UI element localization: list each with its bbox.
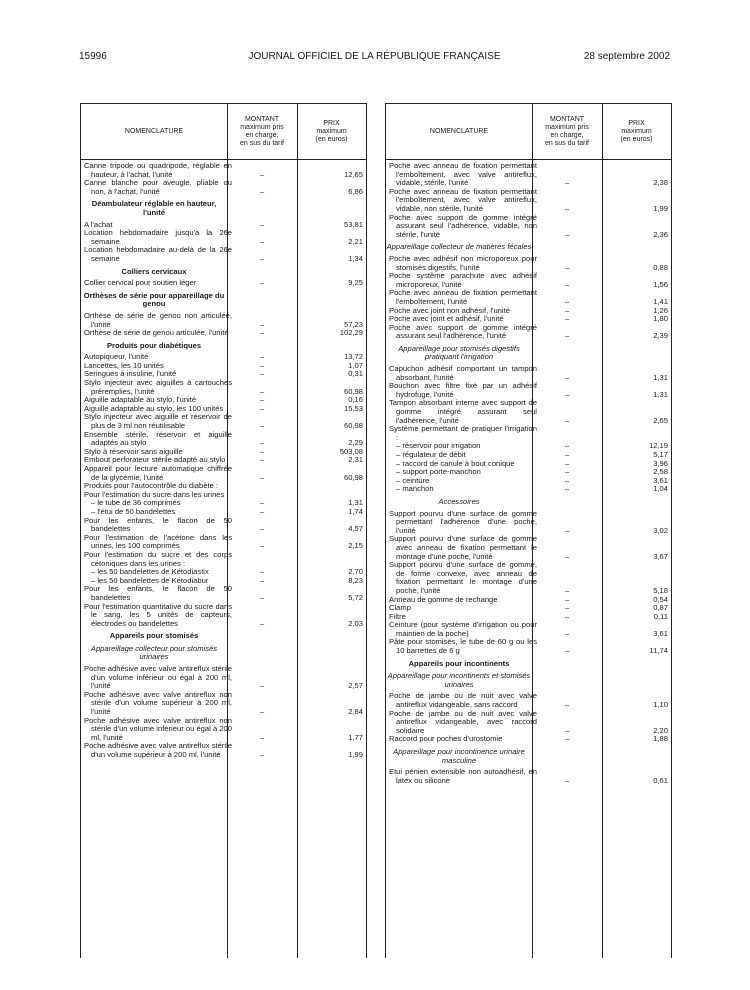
row-montant: – xyxy=(259,455,265,465)
row-prix: 2,57 xyxy=(348,681,363,691)
row-montant: – xyxy=(259,575,265,585)
row-label: Aiguille adaptable au stylo, l'unité xyxy=(84,395,197,405)
page-number: 15996 xyxy=(79,51,107,62)
header-montant: MONTANT maximum pris en charge, en sus du tarif xyxy=(240,115,284,147)
table-row xyxy=(386,604,671,613)
row-montant: – xyxy=(564,279,570,289)
row-label: A l'achat xyxy=(84,219,113,229)
row-prix: 5,18 xyxy=(653,585,668,595)
row-label: – manchon xyxy=(396,484,434,494)
row-montant: – xyxy=(564,611,570,621)
row-label: Pour l'estimation du sucre et des corps cétoniques dans les urines : xyxy=(84,549,232,568)
row-label: – raccord de canule à bout conique xyxy=(396,458,515,468)
row-label: Tampon absorbant interne avec support de gomme intégré assurant seul l'adhérence, l'unité xyxy=(389,398,537,425)
row-label: Pour les enfants, le flacon de 50 bandelettes xyxy=(84,515,232,534)
header-prix: PRIX maximum (en euros) xyxy=(315,119,348,143)
section-heading: Appareils pour stomisés xyxy=(109,631,199,641)
header-montant: MONTANT maximum pris en charge, en sus du tarif xyxy=(545,115,589,147)
table-row xyxy=(81,465,366,482)
row-prix: 5,72 xyxy=(348,592,363,602)
row-prix: 1,99 xyxy=(348,750,363,759)
row-montant: – xyxy=(259,169,265,179)
row-montant: – xyxy=(564,725,570,735)
table-row xyxy=(81,379,366,396)
row-label: Stylo injecteur avec aiguille et réservoir de plus de 3 ml non réutilisable xyxy=(84,412,232,431)
row-label: Poche avec support de gomme intégré assurant seul l'adhérence, vidable, non stérile, l'unité xyxy=(389,212,537,239)
left-table-body xyxy=(81,162,366,958)
table-row xyxy=(81,229,366,246)
row-label: Support pourvu d'une surface de gomme avec anneau de fixation permettant le montage d'une poche, l'unité xyxy=(389,534,537,561)
header-nomenclature: NOMENCLATURE xyxy=(124,127,184,135)
row-montant: – xyxy=(564,585,570,595)
row-montant: – xyxy=(259,278,265,288)
row-prix: 3,96 xyxy=(653,458,668,468)
row-label: Support pourvu d'une surface de gomme, de forme convexe, avec anneau de fixation permettant le montage d'une poche, l'unité xyxy=(389,560,537,595)
row-prix: 2,70 xyxy=(348,567,363,577)
row-prix: 13,72 xyxy=(343,352,363,362)
row-prix: 8,23 xyxy=(348,575,363,585)
row-prix: 1,31 xyxy=(653,389,668,399)
row-prix: 2,31 xyxy=(348,455,363,465)
table-row xyxy=(386,162,671,188)
table-row xyxy=(386,289,671,306)
row-prix: 1,41 xyxy=(653,296,668,306)
subsection-heading: Accessoires xyxy=(438,496,480,506)
row-label: – ceinture xyxy=(396,475,430,485)
row-label: – les 50 bandelettes de Kétodiabur xyxy=(91,575,209,585)
row-prix: 2,58 xyxy=(653,467,668,477)
row-label: Canne tripode ou quadripode, réglable en hauteur, à l'achat, l'unité xyxy=(84,161,232,179)
row-label: Poche avec support de gomme intégré assurant seul l'adhérence, l'unité xyxy=(389,322,537,341)
table-row xyxy=(81,551,366,568)
row-prix: 11,74 xyxy=(649,646,668,656)
table-row xyxy=(386,621,671,638)
subsection-heading: Appareillage collecteur pour stomisés urinaires xyxy=(90,643,218,662)
section-heading: Produits pour diabétiques xyxy=(106,340,202,350)
row-label: – l'étui de 50 bandelettes xyxy=(91,506,176,516)
row-montant: – xyxy=(564,372,570,382)
table-row xyxy=(81,246,366,263)
subsection-heading: Appareillage collecteur de matières fécales xyxy=(386,242,532,252)
row-prix: 0,87 xyxy=(653,603,668,613)
right-table xyxy=(385,103,672,958)
row-label: Orthèse de série de genou articulée, l'unité xyxy=(84,328,229,338)
row-label: Poche adhésive avec valve antireflux non stérile d'un volume supérieur à 200 ml, l'unité xyxy=(84,689,232,717)
row-label: Appareil pour lecture automatique chiffrée de la glycémie, l'unité xyxy=(84,464,232,482)
row-label: Support pourvu d'une surface de gomme permettant l'adhérence d'une poche, l'unité xyxy=(389,508,537,535)
row-prix: 0,61 xyxy=(653,775,668,785)
row-montant: – xyxy=(259,253,265,263)
row-label: Location hebdomadaire au-delà de la 26e semaine xyxy=(84,245,232,263)
table-row xyxy=(81,517,366,534)
row-label: Poche adhésive avec valve antireflux stérile d'un volume supérieur à 200 ml, l'unité xyxy=(84,741,232,759)
row-montant: – xyxy=(259,618,265,628)
row-label: Poche adhésive avec valve antireflux stérile d'un volume inférieur ou égal à 200 ml, l'unité xyxy=(84,664,232,691)
table-header xyxy=(386,103,671,160)
row-label: Poche avec anneau de fixation permettant l'emboîtement, avec valve antireflux, vidable, non stérile, l'unité xyxy=(389,186,537,213)
table-row xyxy=(81,534,366,551)
row-prix: 60,98 xyxy=(343,386,363,396)
row-prix: 1,74 xyxy=(348,506,363,516)
row-label: Pour l'estimation du sucre dans les urines : xyxy=(84,489,229,499)
row-prix: 57,23 xyxy=(343,319,363,329)
row-prix: 2,65 xyxy=(653,415,668,425)
row-label: Poche avec adhésif non microporeux pour stomisés digestifs, l'unité xyxy=(389,253,537,272)
row-prix: 0,31 xyxy=(348,369,363,379)
row-montant: – xyxy=(259,421,265,431)
table-row xyxy=(81,179,366,196)
row-label: Aiguille adaptable au stylo, les 100 unités xyxy=(84,403,224,413)
row-montant: – xyxy=(259,438,265,448)
row-label: Produits pour l'autocontrôle du diabète : xyxy=(84,481,219,491)
row-montant: – xyxy=(564,484,570,494)
row-label: Lancettes, les 10 unités xyxy=(84,360,164,370)
row-label: Poche avec joint non adhésif, l'unité xyxy=(389,305,510,315)
table-row xyxy=(386,382,671,399)
row-montant: – xyxy=(564,603,570,613)
publication-date: 28 septembre 2002 xyxy=(583,51,670,62)
table-row xyxy=(81,329,366,338)
row-prix: 3,02 xyxy=(653,525,668,535)
row-prix: 0,16 xyxy=(348,395,363,405)
row-prix: 2,36 xyxy=(653,229,668,239)
row-montant: – xyxy=(259,498,265,508)
row-prix: 1,07 xyxy=(348,360,363,370)
row-label: Pâte pour stomisés, le tube de 60 g ou les 10 barrettes de 6 g xyxy=(389,637,537,656)
row-label: Clamp xyxy=(389,603,411,613)
row-prix: 102,29 xyxy=(339,328,363,338)
section-heading: Appareils pour incontinents xyxy=(408,658,510,668)
table-row xyxy=(386,214,671,240)
row-montant: – xyxy=(259,386,265,396)
row-label: Capuchon adhésif comportant un tampon absorbant, l'unité xyxy=(389,364,537,382)
row-montant: – xyxy=(564,775,570,785)
table-row xyxy=(386,510,671,536)
table-row xyxy=(386,324,671,341)
row-prix: 6,86 xyxy=(348,186,363,196)
row-label: Poche de jambe ou de nuit avec valve antireflux vidangeable, sans raccord xyxy=(389,691,537,710)
row-label: Bouchon avec filtre fixé par un adhésif hydrofuge, l'unité xyxy=(389,381,537,399)
row-montant: – xyxy=(564,415,570,425)
row-label: Ceinture (pour système d'irrigation ou pour maintien de la poche) xyxy=(389,620,537,638)
row-montant: – xyxy=(564,389,570,399)
row-prix: 2,39 xyxy=(653,331,668,341)
row-label: – les 50 bandelettes de Kétodiastix xyxy=(91,567,209,577)
table-row xyxy=(81,742,366,759)
row-prix: 12,19 xyxy=(648,441,668,451)
row-label: Canne blanche pour aveugle, pliable ou non, à l'achat, l'unité xyxy=(84,178,232,196)
table-row xyxy=(81,717,366,743)
row-prix: 15,53 xyxy=(343,403,363,413)
row-label: Pour l'estimation quantitative du sucre dans le sang, les 5 unités de capteurs, électrodes ou bandelettes xyxy=(84,601,232,628)
row-montant: – xyxy=(259,472,265,482)
right-table-body xyxy=(386,162,671,958)
journal-title: JOURNAL OFFICIEL DE LA RÉPUBLIQUE FRANÇAISE xyxy=(248,51,501,62)
section-heading: Déambulateur réglable en hauteur, l'unité xyxy=(91,199,217,217)
row-prix: 1,10 xyxy=(653,700,668,710)
row-montant: – xyxy=(259,328,265,338)
table-row xyxy=(386,768,671,785)
table-row xyxy=(81,603,366,629)
row-montant: – xyxy=(259,541,265,551)
table-row xyxy=(386,272,671,289)
row-label: Pour l'estimation de l'acétone dans les urines, les 100 comprimés xyxy=(84,532,232,551)
table-row xyxy=(386,485,671,494)
row-prix: 5,17 xyxy=(653,450,668,459)
row-label: Pour les enfants, le flacon de 50 bandelettes xyxy=(84,584,232,602)
row-montant: – xyxy=(259,506,265,516)
row-montant: – xyxy=(564,229,570,239)
row-prix: 0,54 xyxy=(653,594,668,604)
row-label: Etui pénien extensible non autoadhésif, en latex ou silicone xyxy=(389,767,537,785)
header-nomenclature: NOMENCLATURE xyxy=(429,127,489,135)
section-heading: Colliers cervicaux xyxy=(121,266,187,276)
table-row xyxy=(386,638,671,655)
row-montant: – xyxy=(564,458,570,468)
row-label: – support porte-manchon xyxy=(396,467,481,477)
row-label: Anneau de gomme de rechange xyxy=(389,594,498,604)
row-montant: – xyxy=(259,219,265,229)
table-row xyxy=(386,735,671,744)
row-prix: 3,67 xyxy=(653,551,668,561)
row-montant: – xyxy=(564,305,570,315)
row-prix: 2,03 xyxy=(348,618,363,628)
row-label: Collier cervical pour soutien léger xyxy=(84,278,197,288)
row-prix: 1,56 xyxy=(653,279,668,289)
table-row xyxy=(81,279,366,288)
row-label: Autopiqueur, l'unité xyxy=(84,352,149,362)
header-prix: PRIX maximum (en euros) xyxy=(620,119,653,143)
table-row xyxy=(386,710,671,736)
row-montant: – xyxy=(259,567,265,577)
row-montant: – xyxy=(564,178,570,188)
row-montant: – xyxy=(259,446,265,456)
row-montant: – xyxy=(259,707,265,717)
table-row xyxy=(386,535,671,561)
row-montant: – xyxy=(564,525,570,535)
row-montant: – xyxy=(564,628,570,638)
table-row xyxy=(81,585,366,602)
table-row xyxy=(81,312,366,329)
row-prix: 1,31 xyxy=(653,372,668,382)
row-montant: – xyxy=(564,296,570,306)
row-montant: – xyxy=(259,352,265,362)
table-row xyxy=(81,665,366,691)
row-prix: 3,61 xyxy=(653,475,668,485)
page-header xyxy=(79,50,670,64)
row-montant: – xyxy=(564,594,570,604)
row-prix: 0,88 xyxy=(653,262,668,272)
row-label: Stylo injecteur avec aiguilles à cartouches préremplies, l'unité xyxy=(84,378,232,396)
row-montant: – xyxy=(259,524,265,534)
row-montant: – xyxy=(564,646,570,656)
row-montant: – xyxy=(259,186,265,196)
row-prix: 2,20 xyxy=(653,725,668,735)
table-row xyxy=(386,399,671,425)
row-label: Seringues à insuline, l'unité xyxy=(84,369,177,379)
row-prix: 3,61 xyxy=(653,628,668,638)
row-montant: – xyxy=(259,592,265,602)
table-row xyxy=(81,413,366,430)
row-prix: 12,65 xyxy=(343,169,363,179)
row-montant: – xyxy=(564,450,570,459)
row-montant: – xyxy=(259,236,265,246)
row-prix: 1,04 xyxy=(653,484,668,494)
subsection-heading: Appareillage pour incontinents et stomisés urinaires xyxy=(387,671,531,689)
row-montant: – xyxy=(564,700,570,710)
row-prix: 2,84 xyxy=(348,707,363,717)
row-prix: 1,80 xyxy=(653,314,668,324)
row-label: Poche adhésive avec valve antireflux non stérile d'un volume inférieur ou égal à 200 ml, l'unité xyxy=(84,715,232,742)
row-montant: – xyxy=(259,369,265,379)
section-heading: Orthèses de série pour appareillage du genou xyxy=(83,290,225,309)
row-prix: 503,08 xyxy=(339,446,363,456)
table-row xyxy=(386,561,671,595)
row-montant: – xyxy=(564,475,570,485)
row-prix: 60,98 xyxy=(343,421,363,431)
row-label: Poche avec anneau de fixation permettant l'emboîtement, l'unité xyxy=(389,288,537,306)
table-row xyxy=(386,596,671,605)
row-prix: 2,38 xyxy=(653,178,668,188)
row-label: – le tube de 36 comprimés xyxy=(91,498,181,508)
left-table xyxy=(80,103,367,958)
row-label: Stylo à réservoir sans aiguille xyxy=(84,446,183,456)
row-prix: 2,15 xyxy=(348,541,363,551)
row-label: – régulateur de débit xyxy=(396,450,466,459)
row-label: Location hebdomadaire jusqu'à la 26e semaine xyxy=(84,228,232,246)
table-row xyxy=(386,365,671,382)
row-montant: – xyxy=(564,467,570,477)
row-montant: – xyxy=(259,732,265,742)
row-montant: – xyxy=(259,395,265,405)
row-prix: 2,21 xyxy=(348,236,363,246)
table-row xyxy=(386,692,671,709)
row-montant: – xyxy=(564,314,570,324)
row-prix: 1,26 xyxy=(653,305,668,315)
row-prix: 53,81 xyxy=(343,219,363,229)
table-row xyxy=(81,162,366,179)
row-prix: 0,11 xyxy=(653,611,668,621)
row-label: Ensemble stérile, réservoir et aiguille adaptés au stylo xyxy=(84,429,232,448)
row-montant: – xyxy=(564,262,570,272)
row-prix: 1,34 xyxy=(348,253,363,263)
table-row xyxy=(81,691,366,717)
row-montant: – xyxy=(259,319,265,329)
row-prix: 1,77 xyxy=(348,732,363,742)
row-montant: – xyxy=(259,403,265,413)
table-row xyxy=(81,431,366,448)
row-prix: 1,99 xyxy=(653,203,668,213)
row-prix: 60,98 xyxy=(343,472,363,482)
row-label: Poche de jambe ou de nuit avec valve antireflux vidangeable, avec raccord solidaire xyxy=(389,708,537,735)
subsection-heading: Appareillage pour incontinence urinaire masculine xyxy=(393,747,525,765)
row-label: Embout perforateur stérile adapté au stylo xyxy=(84,455,226,465)
row-prix: 9,25 xyxy=(348,278,363,288)
row-prix: 2,29 xyxy=(348,438,363,448)
row-label: Poche avec anneau de fixation permettant l'emboîtement, avec valve antireflux, vidable, stérile, l'unité xyxy=(389,161,537,188)
row-label: Raccord pour poches d'urostomie xyxy=(389,734,503,744)
row-montant: – xyxy=(259,360,265,370)
row-label: – réservoir pour irrigation xyxy=(396,441,481,451)
row-montant: – xyxy=(564,331,570,341)
row-label: Poche système parachute avec adhésif microporeux, l'unité xyxy=(389,271,537,289)
row-montant: – xyxy=(564,203,570,213)
row-montant: – xyxy=(564,551,570,561)
subsection-heading: Appareillage pour stomisés digestifs pratiquant l'irrigation xyxy=(398,343,520,362)
table-row xyxy=(386,255,671,272)
row-montant: – xyxy=(564,441,570,451)
row-label: Système permettant de pratiquer l'irrigation : xyxy=(389,424,537,442)
row-montant: – xyxy=(259,750,265,759)
table-header xyxy=(81,103,366,160)
row-prix: 1,88 xyxy=(653,734,668,744)
row-montant: – xyxy=(564,734,570,744)
row-montant: – xyxy=(259,681,265,691)
row-label: Orthèse de série de genou non articulée, l'unité xyxy=(84,310,232,329)
row-label: Poche avec joint et adhésif, l'unité xyxy=(389,314,504,324)
table-row xyxy=(386,188,671,214)
row-prix: 1,31 xyxy=(348,498,363,508)
row-prix: 4,57 xyxy=(348,524,363,534)
row-label: Filtre xyxy=(389,611,406,621)
table-row xyxy=(386,425,671,442)
